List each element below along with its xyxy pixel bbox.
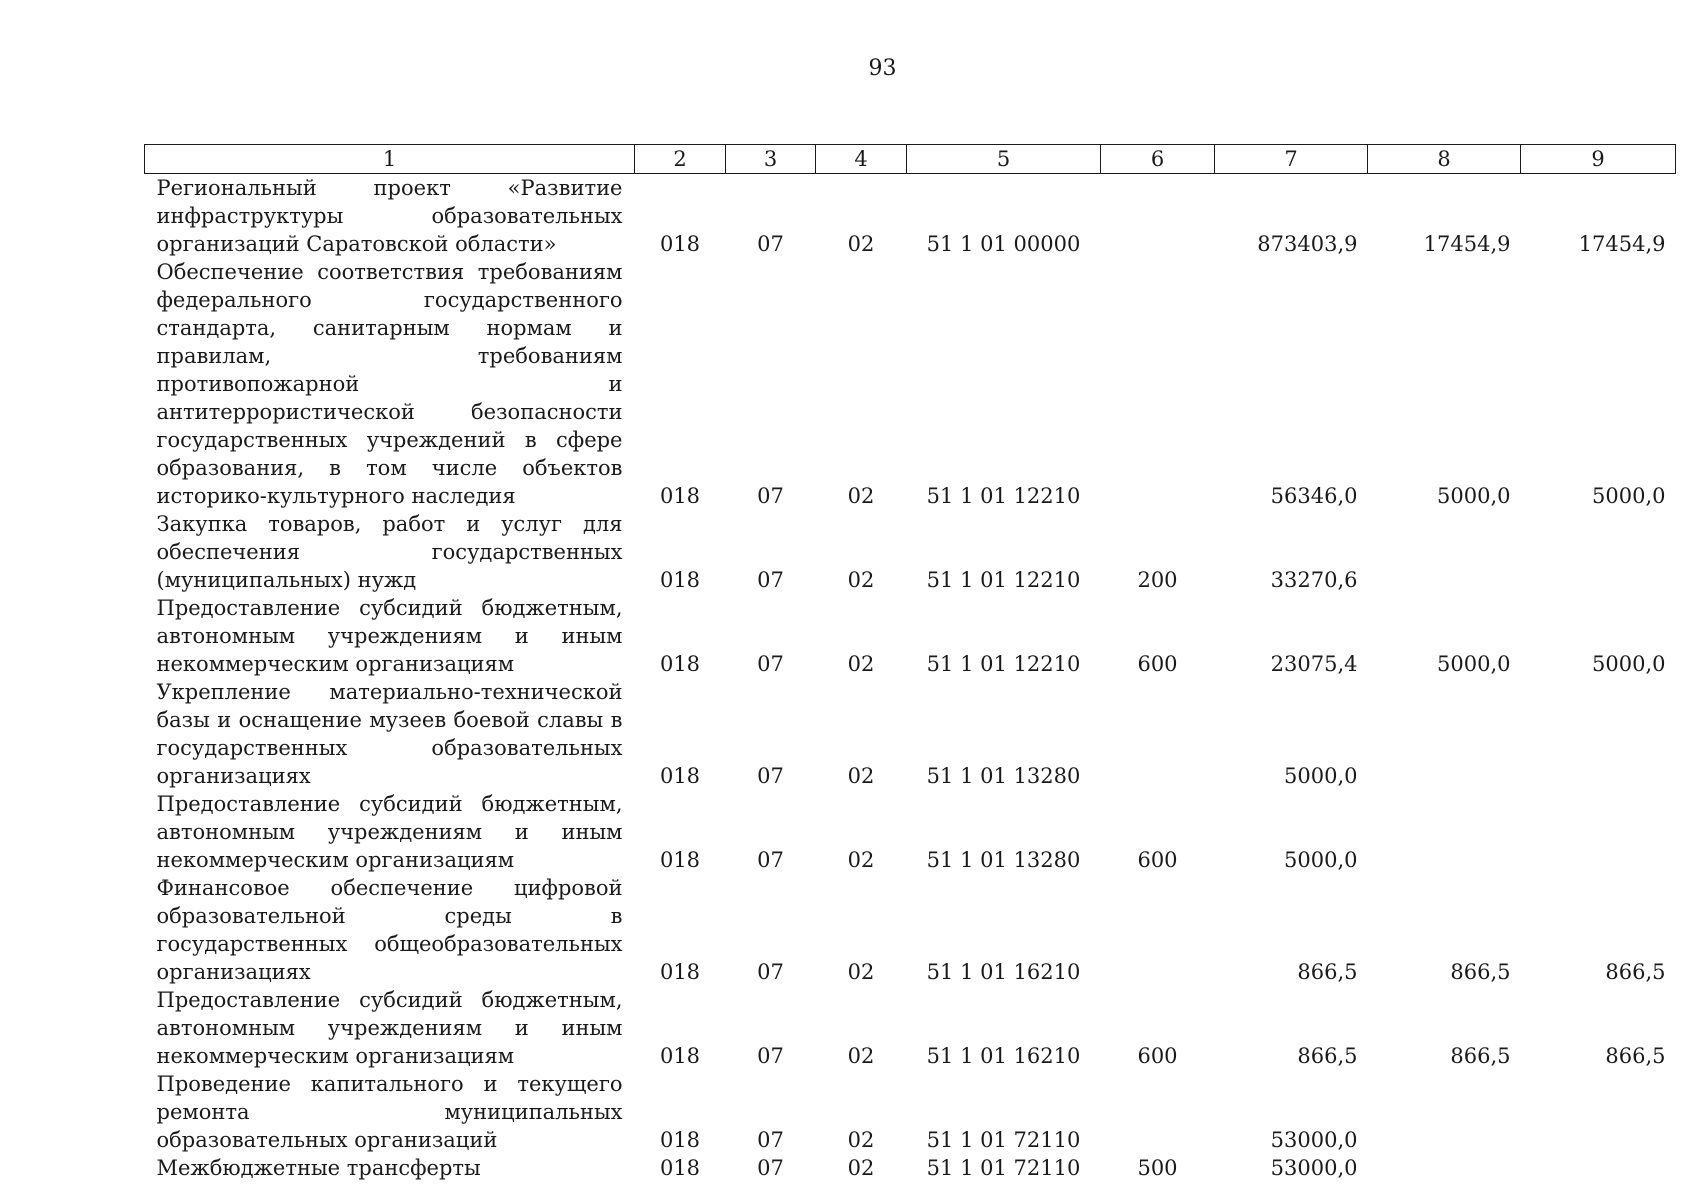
column-header: 6 [1101,145,1215,174]
table-row [145,1154,1676,1182]
ministry-code: 018 [659,484,701,508]
amount-col9: 866,5 [1605,960,1666,984]
expense-name: Укрепление материально-технической базы и оснащение музеев боевой славы в государственных образовательных организациях [156,680,623,788]
column-header: 5 [907,145,1101,174]
expense-name: Закупка товаров, работ и услуг для обеспечения государственных (муниципальных) нужд [156,512,623,592]
amount-col9 [1521,1154,1676,1182]
expense-type-code: 600 [1137,652,1178,676]
amount-col8 [1368,790,1521,874]
amount-col8 [1368,1154,1521,1182]
expense-name: Проведение капитального и текущего ремонта муниципальных образовательных организаций [156,1072,623,1152]
amount-col7: 23075,4 [1270,652,1358,676]
table-row [145,790,1676,874]
table-row [145,1070,1676,1154]
amount-col7: 56346,0 [1270,484,1358,508]
amount-col7: 53000,0 [1270,1128,1358,1152]
amount-col7: 866,5 [1297,1044,1358,1068]
table-row [145,678,1676,790]
expense-type-code [1101,174,1215,259]
target-code: 51 1 01 72110 [926,1128,1081,1152]
column-header: 1 [145,145,635,174]
expense-type-code: 200 [1137,568,1178,592]
amount-col9 [1521,510,1676,594]
column-header: 4 [816,145,907,174]
ministry-code: 018 [659,960,701,984]
subsection-code: 02 [847,1044,875,1068]
expense-name: Региональный проект «Развитие инфраструктуры образовательных организаций Саратовской области» [156,176,623,256]
ministry-code: 018 [659,764,701,788]
expense-name: Финансовое обеспечение цифровой образовательной среды в государственных общеобразовательных организациях [156,876,623,984]
amount-col8: 866,5 [1450,1044,1511,1068]
amount-col8: 866,5 [1450,960,1511,984]
section-code: 07 [757,960,784,984]
target-code: 51 1 01 13280 [926,848,1081,872]
amount-col7: 5000,0 [1284,764,1358,788]
ministry-code: 018 [659,232,701,256]
amount-col7: 5000,0 [1284,848,1358,872]
amount-col8: 17454,9 [1423,232,1511,256]
target-code: 51 1 01 13280 [926,764,1081,788]
section-code: 07 [757,764,784,788]
amount-col8 [1368,1070,1521,1154]
subsection-code: 02 [847,764,875,788]
budget-table [144,144,1676,1182]
expense-type-code: 600 [1137,1044,1178,1068]
amount-col9: 5000,0 [1592,652,1666,676]
table-row [145,174,1676,259]
expense-type-code [1101,1070,1215,1154]
amount-col7: 53000,0 [1270,1156,1358,1180]
target-code: 51 1 01 16210 [926,960,1081,984]
ministry-code: 018 [659,1128,701,1152]
section-code: 07 [757,652,784,676]
amount-col8 [1368,678,1521,790]
amount-col8: 5000,0 [1437,652,1511,676]
ministry-code: 018 [659,1156,701,1180]
expense-type-code [1101,258,1215,510]
section-code: 07 [757,232,784,256]
table-row [145,986,1676,1070]
ministry-code: 018 [659,652,701,676]
amount-col8: 5000,0 [1437,484,1511,508]
expense-type-code [1101,678,1215,790]
section-code: 07 [757,1156,784,1180]
column-header: 3 [726,145,816,174]
target-code: 51 1 01 00000 [926,232,1081,256]
expense-name: Предоставление субсидий бюджетным, автономным учреждениям и иным некоммерческим организациям [156,792,623,872]
subsection-code: 02 [847,568,875,592]
column-header: 2 [635,145,726,174]
table-row [145,874,1676,986]
section-code: 07 [757,568,784,592]
subsection-code: 02 [847,960,875,984]
expense-name: Предоставление субсидий бюджетным, автономным учреждениям и иным некоммерческим организациям [156,596,623,676]
amount-col7: 33270,6 [1270,568,1358,592]
amount-col7: 866,5 [1297,960,1358,984]
subsection-code: 02 [847,1156,875,1180]
section-code: 07 [757,1128,784,1152]
amount-col9 [1521,678,1676,790]
column-header: 7 [1215,145,1368,174]
column-header: 8 [1368,145,1521,174]
section-code: 07 [757,484,784,508]
ministry-code: 018 [659,568,701,592]
expense-type-code: 500 [1137,1156,1178,1180]
expense-name: Обеспечение соответствия требованиям федерального государственного стандарта, санитарным нормам и правилам, требованиям противопожарной и антитеррористической безопасности государственных учреждений в сфере образования, в том числе объектов историко-культурного наследия [156,260,623,508]
amount-col9 [1521,1070,1676,1154]
subsection-code: 02 [847,652,875,676]
target-code: 51 1 01 12210 [926,484,1081,508]
expense-name: Предоставление субсидий бюджетным, автономным учреждениям и иным некоммерческим организациям [156,988,623,1068]
target-code: 51 1 01 12210 [926,568,1081,592]
ministry-code: 018 [659,848,701,872]
amount-col9: 5000,0 [1592,484,1666,508]
expense-type-code [1101,874,1215,986]
column-header: 9 [1521,145,1676,174]
table-row [145,594,1676,678]
table-row [145,510,1676,594]
expense-name: Межбюджетные трансферты [156,1156,481,1180]
amount-col7: 873403,9 [1257,232,1358,256]
amount-col9: 866,5 [1605,1044,1666,1068]
amount-col8 [1368,510,1521,594]
table-row [145,258,1676,510]
column-number-header-row [145,145,1676,174]
amount-col9: 17454,9 [1578,232,1666,256]
subsection-code: 02 [847,848,875,872]
target-code: 51 1 01 12210 [926,652,1081,676]
target-code: 51 1 01 72110 [926,1156,1081,1180]
subsection-code: 02 [847,232,875,256]
subsection-code: 02 [847,1128,875,1152]
target-code: 51 1 01 16210 [926,1044,1081,1068]
ministry-code: 018 [659,1044,701,1068]
page-number: 93 [868,56,897,81]
section-code: 07 [757,848,784,872]
subsection-code: 02 [847,484,875,508]
amount-col9 [1521,790,1676,874]
section-code: 07 [757,1044,784,1068]
expense-type-code: 600 [1137,848,1178,872]
